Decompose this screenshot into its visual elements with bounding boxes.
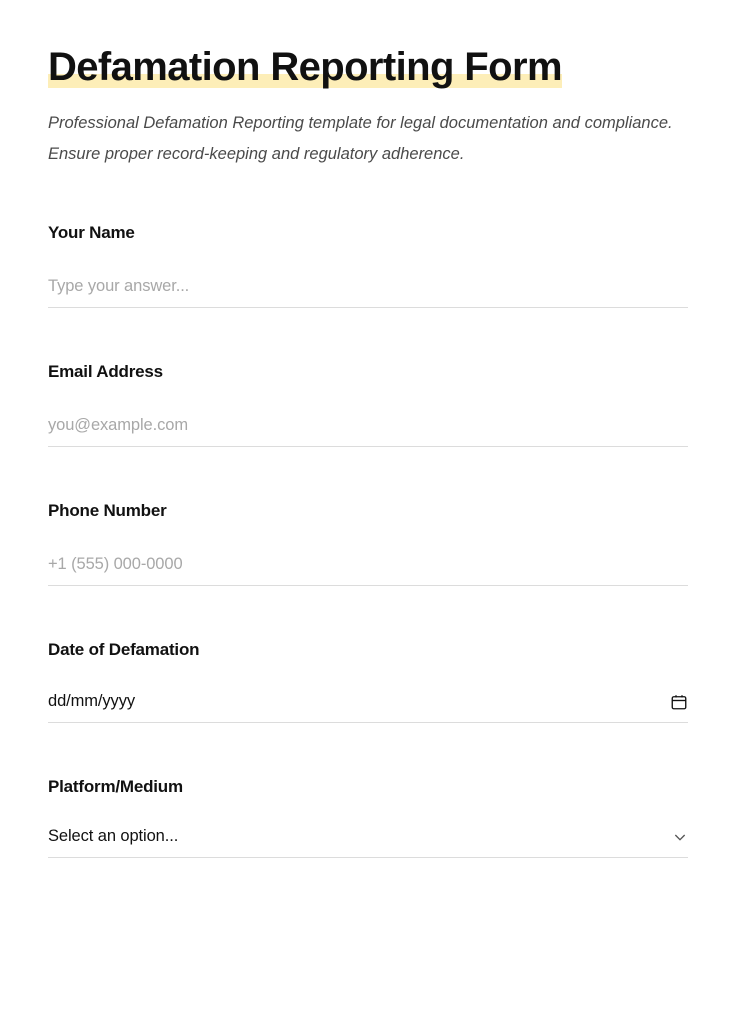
field-label-phone-number: Phone Number [48,501,167,521]
field-date-of-defamation [48,640,688,723]
select-value-platform-medium: Select an option... [48,827,179,846]
text-input-your-name[interactable] [48,277,688,308]
calendar-icon[interactable] [670,693,688,711]
chevron-down-icon[interactable] [672,829,688,845]
field-email-address [48,362,688,447]
form-description: Professional Defamation Reporting template for legal documentation and compliance. Ensure proper record-keeping and regulatory adherence. [48,114,673,163]
input-placeholder-your-name: Type your answer... [48,277,190,296]
email-input[interactable] [48,416,688,447]
field-your-name [48,223,688,308]
phone-input[interactable] [48,555,688,586]
input-placeholder-date: dd/mm/yyyy [48,692,136,711]
page-title-wrapper [48,44,562,90]
input-placeholder-phone-number: +1 (555) 000-0000 [48,555,183,574]
date-input[interactable] [48,692,688,723]
page-title: Defamation Reporting Form [48,45,562,89]
platform-select[interactable] [48,827,688,858]
input-placeholder-email-address: you@example.com [48,416,188,435]
field-label-date-of-defamation: Date of Defamation [48,640,200,660]
field-label-platform-medium: Platform/Medium [48,777,183,797]
field-platform-medium [48,777,688,858]
field-label-your-name: Your Name [48,223,135,243]
field-phone-number [48,501,688,586]
field-label-email-address: Email Address [48,362,163,382]
